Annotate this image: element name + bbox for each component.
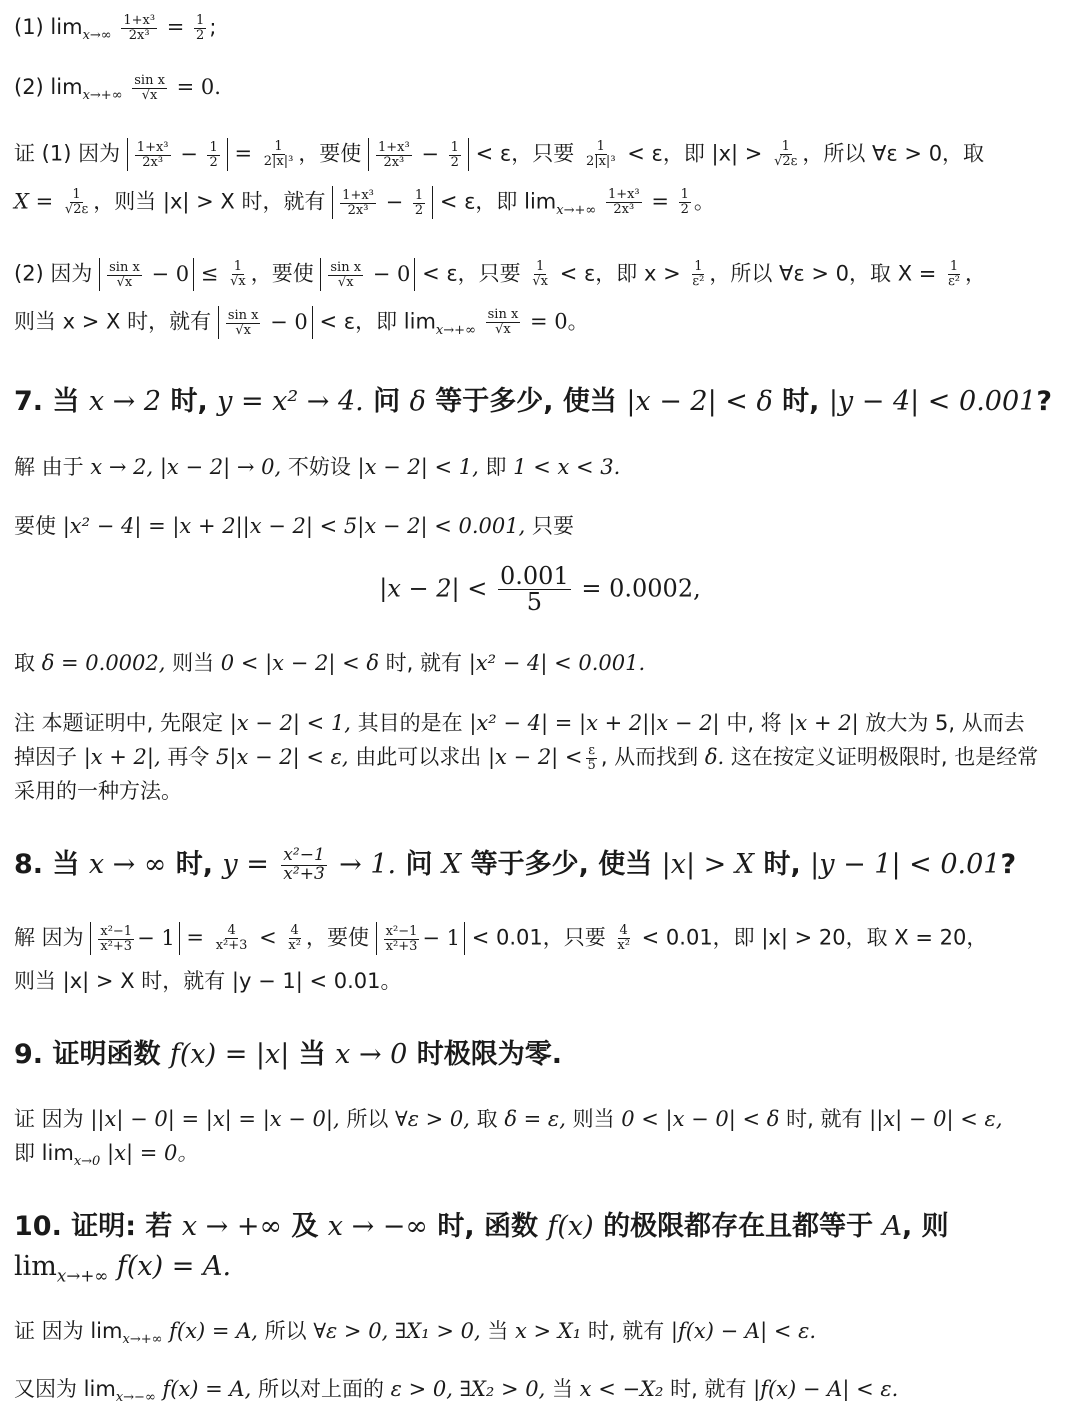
fraction — [135, 141, 171, 169]
limit-subscript: x→+∞ — [435, 322, 476, 338]
denominator: 2 — [196, 27, 205, 43]
fraction — [413, 189, 425, 217]
denominator: 2 — [414, 202, 424, 218]
fraction — [98, 925, 134, 953]
denominator: 2x³ — [128, 27, 150, 43]
text: 所以 — [257, 1319, 314, 1343]
text: 中, 将 — [719, 711, 789, 735]
numerator: 1 — [694, 259, 703, 275]
text: 则当 |x| > X 时，就有 |y − 1| < 0.01。 — [14, 969, 402, 993]
question-7-heading — [14, 383, 1070, 421]
limit-subscript: x→+∞ — [556, 202, 597, 218]
question-10-heading — [14, 1208, 1070, 1246]
text: < ε，即 x > — [559, 261, 681, 286]
text: 取 — [469, 1107, 505, 1131]
math: |x − 2| < δ — [626, 386, 773, 417]
text: 9. 证明函数 — [14, 1039, 170, 1070]
text: 证 (1) 因为 — [14, 141, 121, 166]
text: 证 因为 lim — [14, 1319, 123, 1343]
numerator: sin x — [227, 307, 259, 323]
denominator: 2 — [209, 154, 218, 170]
text: ≤ — [200, 261, 219, 286]
math: f(x) = A, — [155, 1377, 252, 1401]
math: ||x| − 0| = |x| = |x − 0|, — [90, 1107, 340, 1131]
numerator: 0.001 — [500, 562, 569, 590]
text: 采用的一种方法。 — [14, 779, 182, 803]
text: 时, 就有 — [663, 1377, 754, 1401]
fraction — [584, 140, 618, 168]
fraction — [376, 141, 412, 169]
text: ， — [965, 261, 987, 286]
numerator: 4 — [619, 923, 628, 939]
abs-expression — [90, 922, 179, 955]
math: |x + 2| — [788, 711, 859, 735]
q9-solution-line-2 — [14, 1138, 1070, 1177]
fraction — [615, 924, 632, 952]
denominator: √2ε — [64, 202, 89, 218]
math: f(x) — [547, 1211, 594, 1242]
text: 时极限为零. — [407, 1039, 563, 1070]
fraction — [946, 260, 962, 288]
math: 5|x − 2| < ε, — [216, 745, 349, 769]
fraction — [194, 14, 206, 42]
q8-solution-line-2 — [14, 966, 1070, 996]
numerator: x²−1 — [283, 845, 325, 866]
denominator: 2x³ — [613, 202, 635, 218]
fraction — [498, 564, 571, 615]
denominator: √x — [141, 87, 158, 103]
text: ，所以 ∀ε > 0，取 — [802, 141, 985, 166]
text: 时, — [772, 386, 829, 417]
question-8-heading — [14, 846, 1070, 884]
math: y = x² → 4. — [217, 386, 364, 417]
fraction — [214, 924, 250, 952]
numerator: 1 — [781, 139, 790, 155]
fraction — [606, 188, 642, 216]
denominator: 2x³ — [383, 154, 405, 170]
math: lim — [14, 1251, 57, 1282]
denominator: x² — [617, 938, 630, 954]
text: < ε，只要 — [475, 141, 575, 166]
math: |f(x) − A| < ε. — [753, 1377, 899, 1401]
math: |x + 2|, — [83, 745, 161, 769]
math: 0 < |x − 2| < δ — [220, 651, 379, 675]
math: f(x) = A, — [162, 1319, 258, 1343]
math: x > X₁ — [515, 1319, 582, 1343]
numerator: 4 — [227, 923, 236, 939]
note-line-1 — [14, 708, 1070, 738]
text: 要使 — [14, 514, 63, 538]
proof-1-line-2: X = $\frac{1}{√2\varepsilon}$ ，则当 |x| > X 时，就有 $\frac{\text{1+x³}}{\text{2x³}}$ − $\frac{1}{2}$ < ε，即 $\lim_{x\to+\infty}$ $\frac{\text{1+x³}}{\text{2x³}}$ = $\frac{1}{2}$ 。 — [14, 187, 715, 218]
text: ，要使 — [298, 141, 362, 166]
math: < — [259, 925, 277, 950]
text: 再令 — [160, 745, 217, 769]
denominator: x²+3 — [385, 938, 418, 954]
numerator: 1 — [274, 139, 283, 155]
math: x → ∞ — [88, 849, 167, 880]
math: f(x) = |x| — [169, 1039, 290, 1070]
math: |y − 1| < 0.01 — [810, 849, 1001, 880]
numerator: 1+x³ — [136, 139, 169, 155]
abs-expression: $\frac{\text{1+x³}}{\text{2x³}}$ − $\frac{1}{2}$ — [127, 138, 228, 171]
text: 证 因为 — [14, 1107, 91, 1131]
math: |x − 2| < 1, — [229, 711, 351, 735]
numerator: 1 — [72, 187, 81, 203]
numerator: 1 — [209, 139, 218, 155]
text: , 从而找到 — [600, 745, 705, 769]
text: 当 — [545, 1377, 580, 1401]
denominator: √x — [495, 322, 511, 338]
numerator: 1+x³ — [607, 187, 640, 203]
math: y = — [222, 849, 269, 880]
q10-solution-line-1 — [14, 1316, 1070, 1355]
text: < 0.01，只要 — [471, 925, 606, 950]
numerator: sin x — [330, 259, 362, 275]
text: 等于多少, 使当 — [461, 849, 662, 880]
denominator: ε² — [692, 274, 705, 290]
math: 0 < |x − 0| < δ — [621, 1107, 780, 1131]
text: ，要使 — [250, 261, 314, 286]
text: 10. 证明: 若 — [14, 1211, 182, 1242]
fraction — [340, 189, 376, 217]
fraction — [207, 141, 219, 169]
text: 注 本题证明中, 先限定 — [14, 711, 230, 735]
text: 这在按定义证明极限时, 也是经常 — [724, 745, 1039, 769]
limit-subscript: x→−∞ — [115, 1390, 156, 1406]
numerator: 1 — [536, 259, 545, 275]
text: 则当 — [165, 651, 221, 675]
fraction — [530, 260, 550, 288]
text: < ε，即 lim — [439, 189, 557, 214]
fraction — [772, 140, 799, 168]
fraction — [132, 74, 167, 102]
text: 即 — [478, 455, 514, 479]
math: → 1. — [339, 849, 397, 880]
q10-solution-line-2 — [14, 1374, 1070, 1413]
note-line-3 — [14, 776, 1070, 806]
question-10-heading-line-2 — [14, 1248, 1070, 1294]
math: |x² − 4| = |x + 2||x − 2| < 5|x − 2| < 0.001, — [62, 514, 526, 538]
numerator: x²−1 — [100, 923, 133, 939]
text: 时, — [166, 849, 223, 880]
math: x → 2 — [88, 386, 162, 417]
text: (1) lim — [14, 15, 83, 39]
numerator: x²−1 — [385, 923, 418, 939]
item-2 — [14, 72, 1070, 111]
text: 又因为 lim — [14, 1377, 116, 1401]
math: A — [882, 1211, 902, 1242]
denominator: √x — [337, 274, 354, 290]
fraction — [679, 188, 691, 216]
numerator: 1 — [596, 139, 605, 155]
denominator: x²+3 — [100, 938, 133, 954]
numerator: 1 — [450, 139, 459, 155]
numerator: 1 — [233, 259, 243, 275]
math: |x − 2| < — [379, 574, 488, 603]
numerator: sin x — [109, 259, 140, 275]
math: x → +∞ — [181, 1211, 282, 1242]
text: < ε，即 |x| > — [627, 141, 763, 166]
math: ∀ε > 0, ∃X₁ > 0, — [313, 1319, 481, 1343]
fraction — [286, 924, 303, 952]
numerator: 1+x³ — [342, 187, 374, 203]
text: = 0。 — [529, 309, 589, 334]
proof-1-line-1: 证 (1) 因为 $\frac{\text{1+x³}}{\text{2x³}}$ − $\frac{1}{2}$ = $\frac{1}{\text{2|x|³}}$ ，要使 $\frac{\text{1+x³}}{\text{2x³}}$ − $\frac{1}{2}$ < ε，只要 $\frac{1}{\text{2|x|³}}$ < ε，即 |x| > $\frac{1}{√2\varepsilon}$ ，所以 ∀ε > 0，取 — [14, 139, 985, 170]
denominator: ε² — [948, 274, 961, 290]
q7-display-equation — [0, 564, 1080, 615]
text: 当 — [289, 1039, 336, 1070]
numerator: 1+x³ — [123, 12, 156, 28]
text: 时, — [754, 849, 811, 880]
fraction — [384, 925, 420, 953]
text: 时, 就有 — [379, 651, 469, 675]
q7-solution-line-3 — [14, 648, 1070, 678]
text: 。 — [693, 189, 715, 214]
text: 则当 x > X 时，就有 — [14, 309, 212, 334]
q7-solution-line-1 — [14, 452, 1070, 482]
numerator: 4 — [290, 923, 299, 939]
text: ，则当 |x| > X 时，就有 — [93, 189, 326, 214]
text: 当 — [480, 1319, 516, 1343]
fraction — [328, 261, 363, 289]
text: 只要 — [525, 514, 574, 538]
text: 解 由于 — [14, 455, 91, 479]
denominator: 2x³ — [142, 154, 164, 170]
denominator: x²+3 — [283, 864, 325, 884]
math: |y − 4| < 0.001 — [828, 386, 1037, 417]
numerator: 1+x³ — [378, 139, 410, 155]
math: − 1 — [422, 926, 461, 950]
denominator: 2|x|³ — [263, 154, 294, 170]
text: = 0. — [176, 75, 221, 99]
text: 时, — [161, 386, 218, 417]
denominator: 5 — [587, 757, 596, 773]
numerator: 1 — [680, 187, 689, 203]
text: 时, 就有 — [779, 1107, 870, 1131]
math: |x| > X — [661, 849, 755, 880]
text: 所以 — [339, 1107, 396, 1131]
text: 不妨设 — [281, 455, 358, 479]
text: ? — [1036, 386, 1052, 417]
text: ，要使 — [305, 925, 369, 950]
proof-2-line-2 — [14, 306, 1070, 346]
text: X = — [14, 189, 54, 214]
text: , 则 — [902, 1211, 949, 1242]
limit-subscript: x→+∞ — [56, 1265, 109, 1286]
text: 由此可以求出 — [348, 745, 488, 769]
limit-subscript: x→0 — [73, 1154, 101, 1170]
denominator: 2x³ — [347, 202, 369, 218]
denominator: 2 — [450, 154, 459, 170]
denominator: √x — [230, 274, 246, 290]
math: = 0.0002, — [581, 574, 701, 603]
math: |x| = 0。 — [100, 1141, 199, 1165]
math: x → −∞ — [327, 1211, 428, 1242]
denominator: √2ε — [774, 154, 798, 170]
text: = — [166, 15, 192, 39]
denominator: √x — [235, 322, 251, 338]
abs-expression: $\frac{\text{sin x}}{√x}$ − 0 — [218, 306, 313, 339]
limit-subscript: x→+∞ — [82, 88, 123, 104]
denominator: √x — [116, 274, 133, 290]
denominator: x² — [288, 938, 301, 954]
text: ，所以 ∀ε > 0，取 X = — [709, 261, 937, 286]
text: 问 — [363, 386, 410, 417]
text: 问 — [396, 849, 442, 880]
denominator: 5 — [526, 588, 543, 617]
abs-expression: $\frac{\text{sin x}}{√x}$ − 0 — [99, 258, 194, 291]
math: = — [186, 925, 205, 950]
text: ; — [209, 15, 217, 39]
q7-solution-line-2 — [14, 511, 1070, 541]
fraction — [107, 261, 142, 289]
text: 时, 函数 — [427, 1211, 548, 1242]
math: |x − 2| < — [487, 745, 583, 769]
text: 的极限都存在且都等于 — [593, 1211, 883, 1242]
proof-2-line-1 — [14, 258, 1070, 291]
text: ? — [1000, 849, 1017, 880]
note-line-2 — [14, 742, 1070, 772]
text: < 0.01，即 |x| > 20，取 X = 20， — [641, 925, 988, 950]
text: 等于多少, 使当 — [425, 386, 627, 417]
fraction — [281, 847, 326, 884]
numerator: sin x — [487, 307, 519, 323]
denominator: x²+3 — [215, 938, 248, 954]
numerator: 1 — [949, 259, 959, 275]
math: |x² − 4| < 0.001. — [468, 651, 646, 675]
question-9-heading — [14, 1036, 1070, 1074]
math: X — [441, 849, 462, 880]
math: |x² − 4| = |x + 2||x − 2| — [469, 711, 720, 735]
math: f(x) = A. — [108, 1251, 232, 1282]
fraction — [228, 260, 248, 288]
numerator: 1 — [196, 12, 205, 28]
math: δ. — [704, 745, 725, 769]
text: 8. 当 — [14, 849, 89, 880]
fraction — [121, 14, 157, 42]
q8-solution-line-1 — [14, 922, 1070, 955]
math: x < −X₂ — [579, 1377, 664, 1401]
denominator: 2 — [680, 202, 689, 218]
text: 解 因为 — [14, 925, 84, 950]
text: 其目的是在 — [351, 711, 470, 735]
math: ||x| − 0| < ε, — [869, 1107, 1003, 1131]
text: 及 — [281, 1211, 328, 1242]
text: 放大为 5, 从而去 — [858, 711, 1025, 735]
math: − 1 — [137, 926, 175, 950]
fraction — [262, 140, 296, 168]
denominator: 2|x|³ — [585, 154, 616, 170]
abs-expression — [376, 922, 465, 955]
fraction — [586, 744, 598, 772]
text: 则当 — [565, 1107, 622, 1131]
text: (2) lim — [14, 75, 83, 99]
limit-subscript: x→+∞ — [122, 1332, 163, 1348]
numerator: ε — [588, 742, 596, 758]
item-1 — [14, 12, 1070, 51]
abs-expression: $\frac{\text{1+x³}}{\text{2x³}}$ − $\frac{1}{2}$ — [332, 186, 433, 219]
numerator: 1 — [414, 187, 424, 203]
denominator: √x — [532, 274, 548, 290]
fraction — [63, 188, 90, 216]
math: δ = 0.0002, — [41, 651, 166, 675]
math: 1 < x < 3. — [513, 455, 621, 479]
math: δ = ε, — [504, 1107, 566, 1131]
text: 所以对上面的 — [251, 1377, 391, 1401]
text: 取 — [14, 651, 42, 675]
text: 时, 就有 — [581, 1319, 671, 1343]
numerator: sin x — [134, 72, 165, 88]
abs-expression: $\frac{\text{sin x}}{√x}$ − 0 — [320, 258, 415, 291]
fraction — [449, 141, 461, 169]
abs-expression: $\frac{\text{1+x³}}{\text{2x³}}$ − $\frac{1}{2}$ — [368, 138, 469, 171]
fraction — [690, 260, 706, 288]
math: x → 2, |x − 2| → 0, — [90, 455, 282, 479]
math: |f(x) − A| < ε. — [670, 1319, 817, 1343]
math: δ — [409, 386, 426, 417]
fraction — [226, 309, 261, 337]
math: |x − 2| < 1, — [357, 455, 479, 479]
text: < ε，即 lim — [319, 309, 436, 334]
math: ∀ε > 0, — [395, 1107, 470, 1131]
text: < ε，只要 — [422, 261, 521, 286]
math: ε > 0, ∃X₂ > 0, — [390, 1377, 546, 1401]
limit-subscript: x→∞ — [82, 28, 112, 44]
fraction — [486, 308, 521, 336]
math: x → 0 — [335, 1039, 408, 1070]
q9-solution-line-1 — [14, 1104, 1070, 1134]
text: (2) 因为 — [14, 261, 93, 286]
text: 7. 当 — [14, 386, 89, 417]
text: 掉因子 — [14, 745, 84, 769]
text: 即 lim — [14, 1141, 74, 1165]
